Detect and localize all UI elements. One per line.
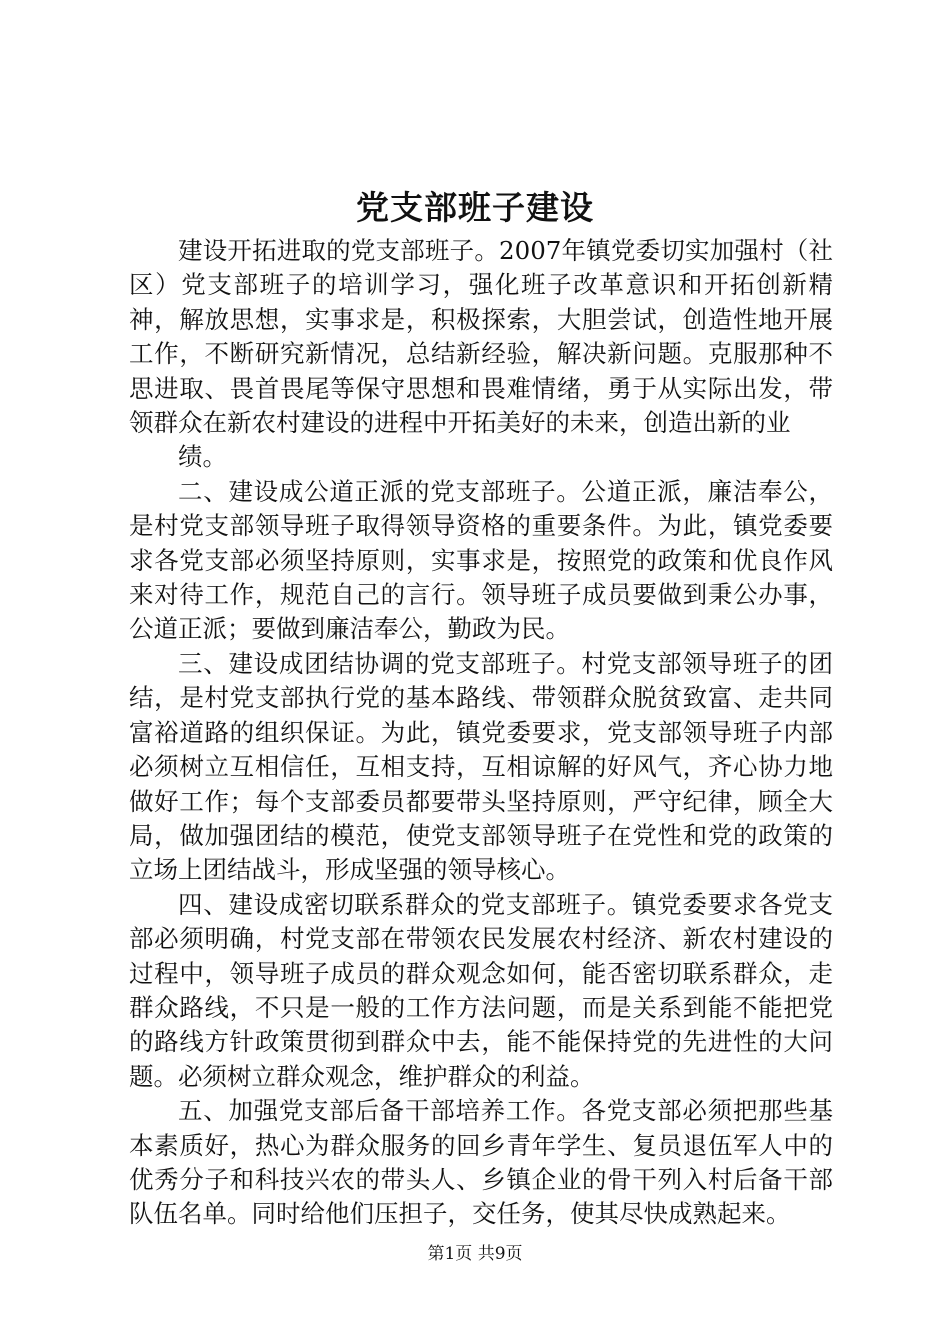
paragraph-1: 建设开拓进取的党支部班子。2007年镇党委切实加强村（社区）党支部班子的培训学习，强化班子改革意识和开拓创新精神，解放思想，实事求是，积极探索，大胆尝试，创造性地开展工作，不断研究新情况，总结新经验，解决新问题。克服那种不思进取、畏首畏尾等保守思想和畏难情绪，勇于从实际出发，带领群众在新农村建设的进程中开拓美好的未来，创造出新的业 <box>129 236 833 438</box>
paragraph-1-continuation: 绩。 <box>178 442 227 472</box>
page-number-footer: 第1页 共9页 <box>427 1244 523 1264</box>
paragraph-3: 三、建设成团结协调的党支部班子。村党支部领导班子的团结，是村党支部执行党的基本路线、带领群众脱贫致富、走共同富裕道路的组织保证。为此，镇党委要求，党支部领导班子内部必须树立互相信任，互相支持，互相谅解的好风气，齐心协力地做好工作；每个支部委员都要带头坚持原则，严守纪律，顾全大局，做加强团结的模范，使党支部领导班子在党性和党的政策的立场上团结战斗，形成坚强的领导核心。 <box>129 648 833 885</box>
document-title: 党支部班子建设 <box>356 188 594 227</box>
paragraph-4: 四、建设成密切联系群众的党支部班子。镇党委要求各党支部必须明确，村党支部在带领农民发展农村经济、新农村建设的过程中，领导班子成员的群众观念如何，能否密切联系群众，走群众路线，不只是一般的工作方法问题，而是关系到能不能把党的路线方针政策贯彻到群众中去，能不能保持党的先进性的大问题。必须树立群众观念，维护群众的利益。 <box>129 889 833 1091</box>
document-body <box>129 234 833 1232</box>
paragraph-2: 二、建设成公道正派的党支部班子。公道正派，廉洁奉公，是村党支部领导班子取得领导资格的重要条件。为此，镇党委要求各党支部必须坚持原则，实事求是，按照党的政策和优良作风来对待工作，规范自己的言行。领导班子成员要做到秉公办事，公道正派；要做到廉洁奉公，勤政为民。 <box>129 476 833 644</box>
paragraph-5: 五、加强党支部后备干部培养工作。各党支部必须把那些基本素质好，热心为群众服务的回乡青年学生、复员退伍军人中的优秀分子和科技兴农的带头人、乡镇企业的骨干列入村后备干部队伍名单。同时给他们压担子，交任务，使其尽快成熟起来。 <box>129 1096 833 1229</box>
